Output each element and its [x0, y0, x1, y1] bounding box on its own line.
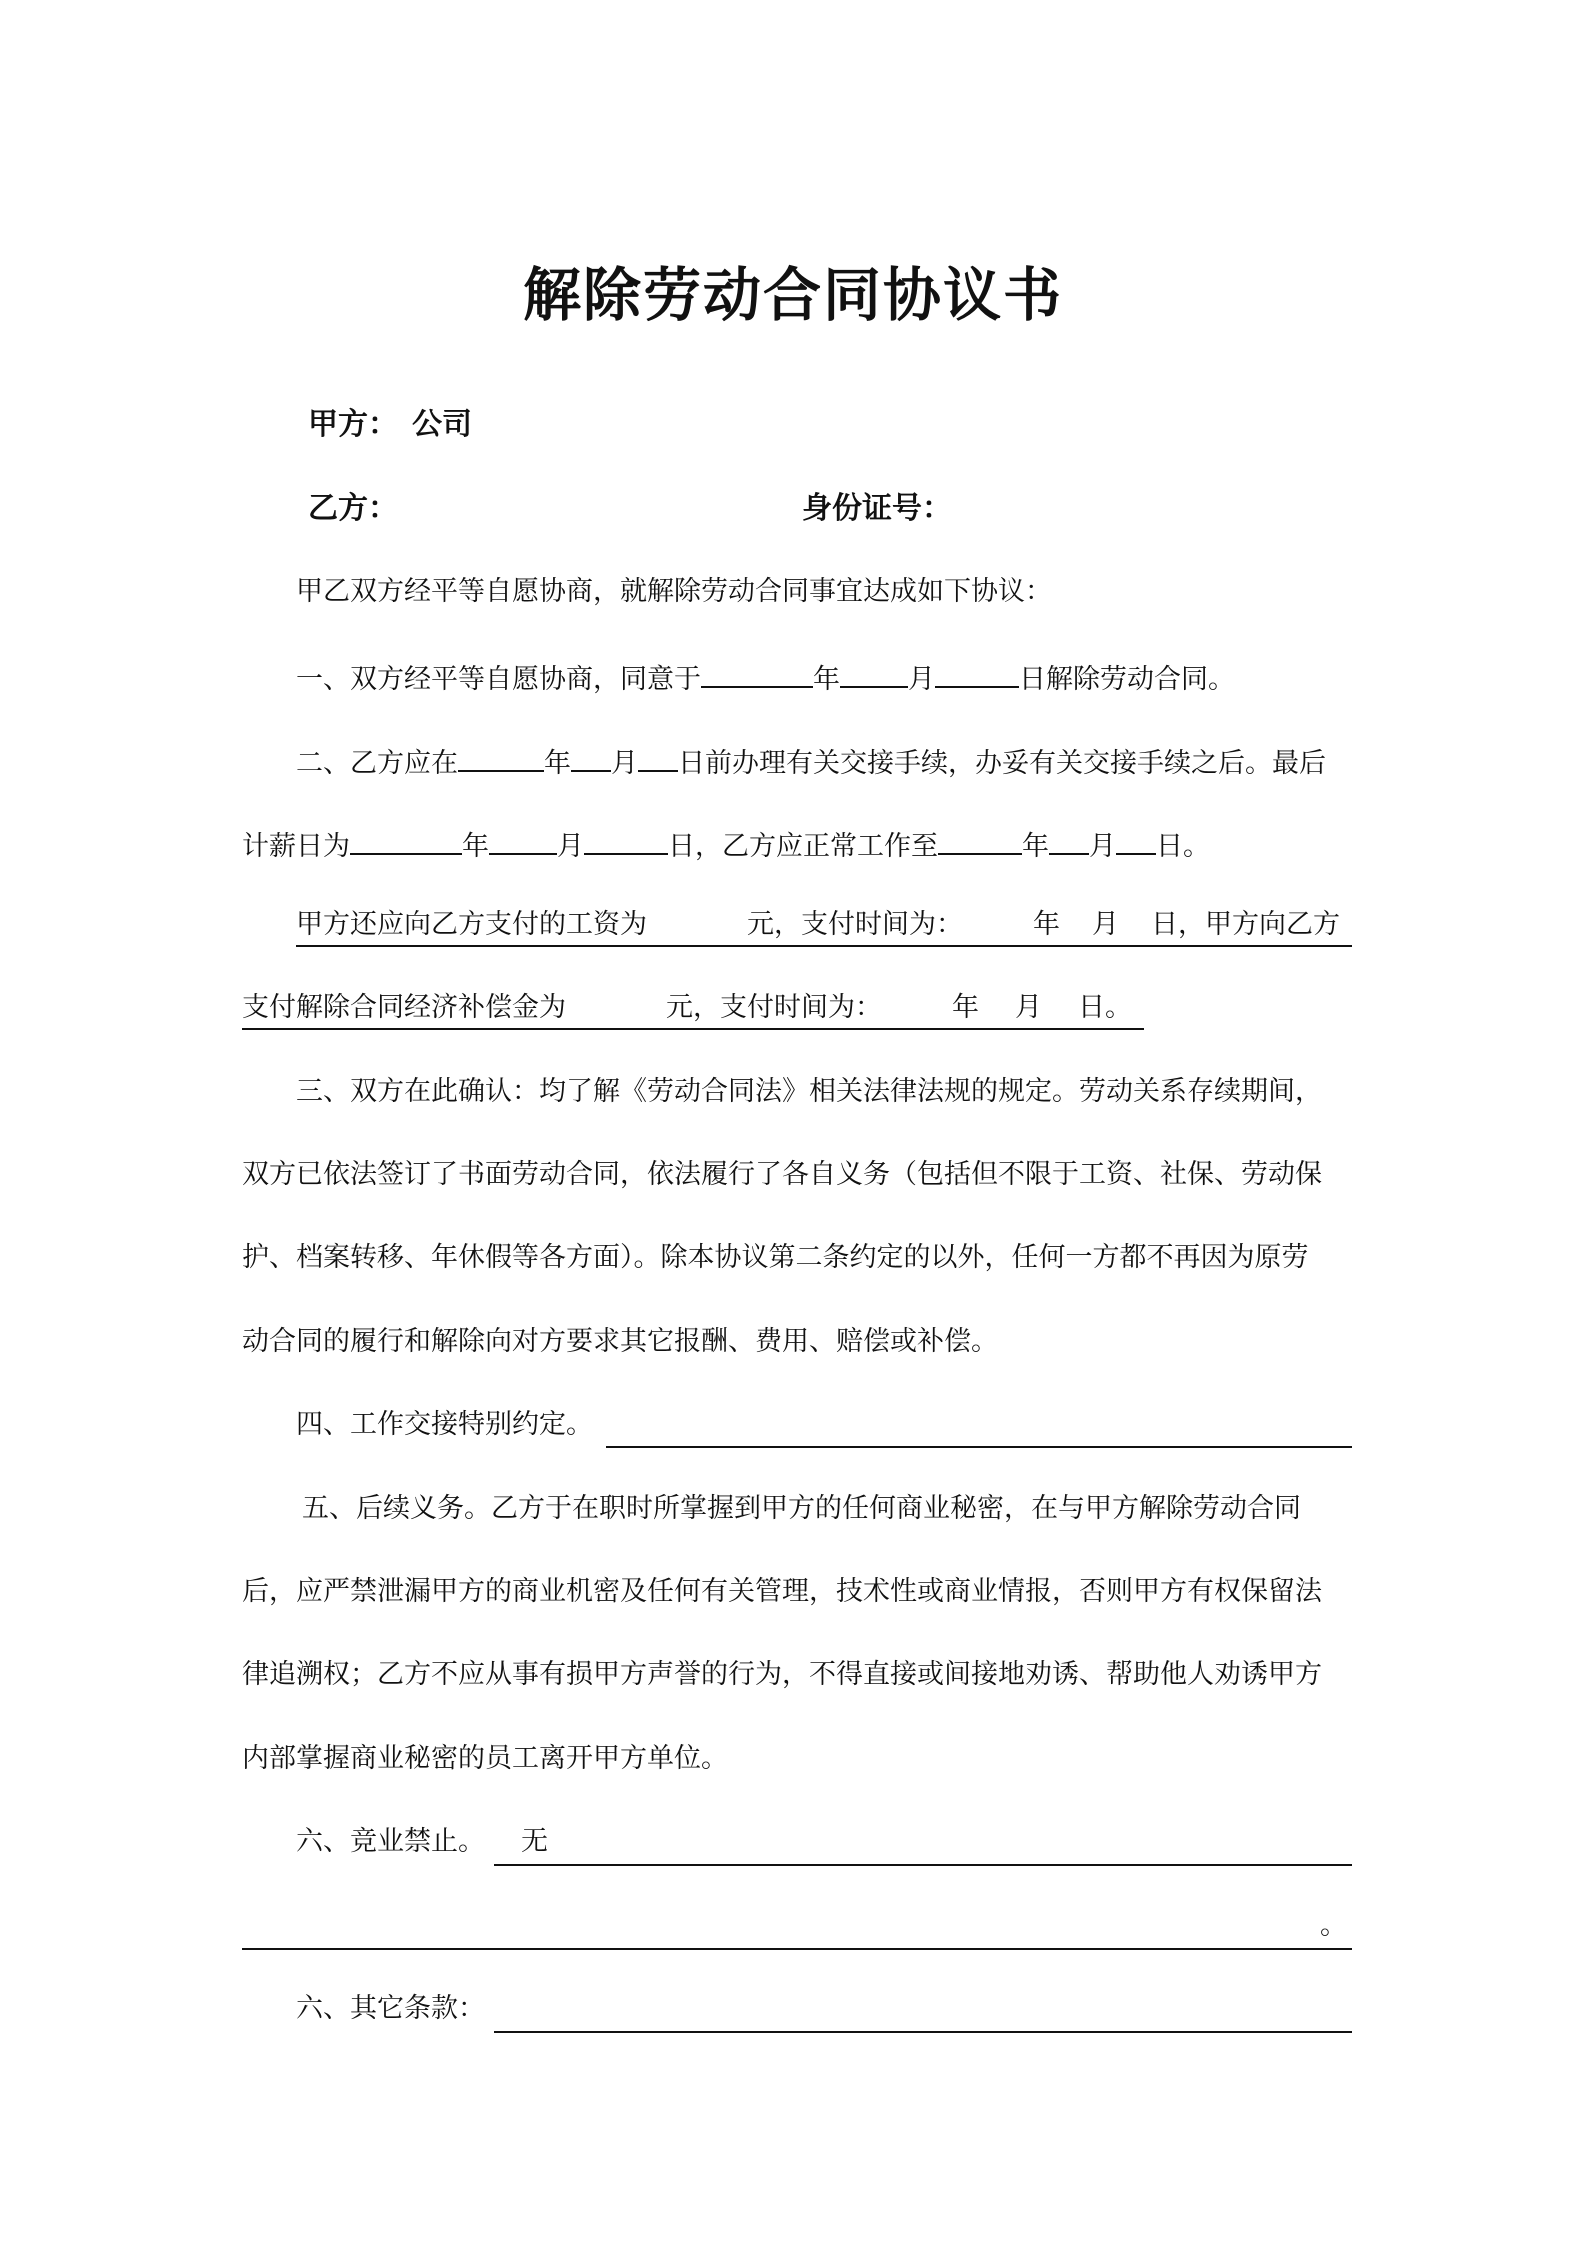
clause-5-line-2: 后，应严禁泄漏甲方的商业机密及任何有关管理，技术性或商业情报，否则甲方有权保留法: [242, 1576, 1322, 1607]
month-blank: [571, 740, 611, 772]
clause-5-line-4: 内部掌握商业秘密的员工离开甲方单位。: [242, 1743, 728, 1774]
clause-3-line-4: 动合同的履行和解除向对方要求其它报酬、费用、赔偿或补偿。: [242, 1326, 998, 1357]
clause-6-value: 无: [521, 1826, 548, 1857]
month-blank: [840, 656, 908, 688]
year-blank: [701, 656, 813, 688]
party-a-label: 甲方：: [308, 407, 398, 442]
clause-3-line-1: 三、双方在此确认：均了解《劳动合同法》相关法律法规的规定。劳动关系存续期间，: [296, 1076, 1322, 1107]
month-blank: [1049, 823, 1089, 855]
party-a-value: 公司: [412, 407, 472, 442]
year-blank: [458, 740, 544, 772]
day-blank: [584, 823, 668, 855]
clause-1: 一、双方经平等自愿协商，同意于 年 月 日解除劳动合同。: [296, 656, 1235, 700]
clause-7-fill-line: [494, 2031, 1352, 2033]
clause-6-fill-line-2: [242, 1948, 1352, 1950]
party-a-row: [308, 405, 472, 445]
intro-text: 甲乙双方经平等自愿协商，就解除劳动合同事宜达成如下协议：: [296, 576, 1052, 607]
clause-6-fill-line: [494, 1864, 1352, 1866]
clause-3-line-3: 护、档案转移、年休假等各方面）。除本协议第二条约定的以外，任何一方都不再因为原劳: [242, 1242, 1309, 1273]
clause-5-line-3: 律追溯权；乙方不应从事有损甲方声誉的行为，不得直接或间接地劝诱、帮助他人劝诱甲方: [242, 1659, 1322, 1690]
day-blank: [935, 656, 1019, 688]
year-blank: [938, 823, 1022, 855]
month-blank: [489, 823, 557, 855]
payment-line-1: 甲方还应向乙方支付的工资为 元，支付时间为： 年 月 日，甲方向乙方: [296, 905, 1352, 947]
document-title: 解除劳动合同协议书: [522, 261, 1063, 329]
clause-5-line-1: 五、后续义务。乙方于在职时所掌握到甲方的任何商业秘密，在与甲方解除劳动合同: [302, 1493, 1301, 1524]
clause-4-label: 四、工作交接特别约定。: [296, 1409, 593, 1440]
clause-2-line-2: 计薪日为 年 月 日，乙方应正常工作至 年 月 日。: [242, 823, 1210, 867]
clause-7-label: 六、其它条款：: [296, 1993, 485, 2024]
party-b-label: 乙方：: [308, 491, 398, 526]
day-blank: [638, 740, 678, 772]
payment-line-2: 支付解除合同经济补偿金为 元，支付时间为： 年 月 日。: [242, 988, 1144, 1030]
clause-2-line-1: 二、乙方应在 年 月 日前办理有关交接手续，办妥有关交接手续之后。最后: [296, 740, 1326, 784]
id-number-label: 身份证号：: [802, 491, 952, 526]
clause-3-line-2: 双方已依法签订了书面劳动合同，依法履行了各自义务（包括但不限于工资、社保、劳动保: [242, 1159, 1322, 1190]
clause-6-label: 六、竞业禁止。: [296, 1826, 485, 1857]
day-blank: [1116, 823, 1156, 855]
clause-6-period: 。: [1320, 1910, 1347, 1941]
year-blank: [350, 823, 462, 855]
clause-4-fill-line: [606, 1446, 1352, 1448]
